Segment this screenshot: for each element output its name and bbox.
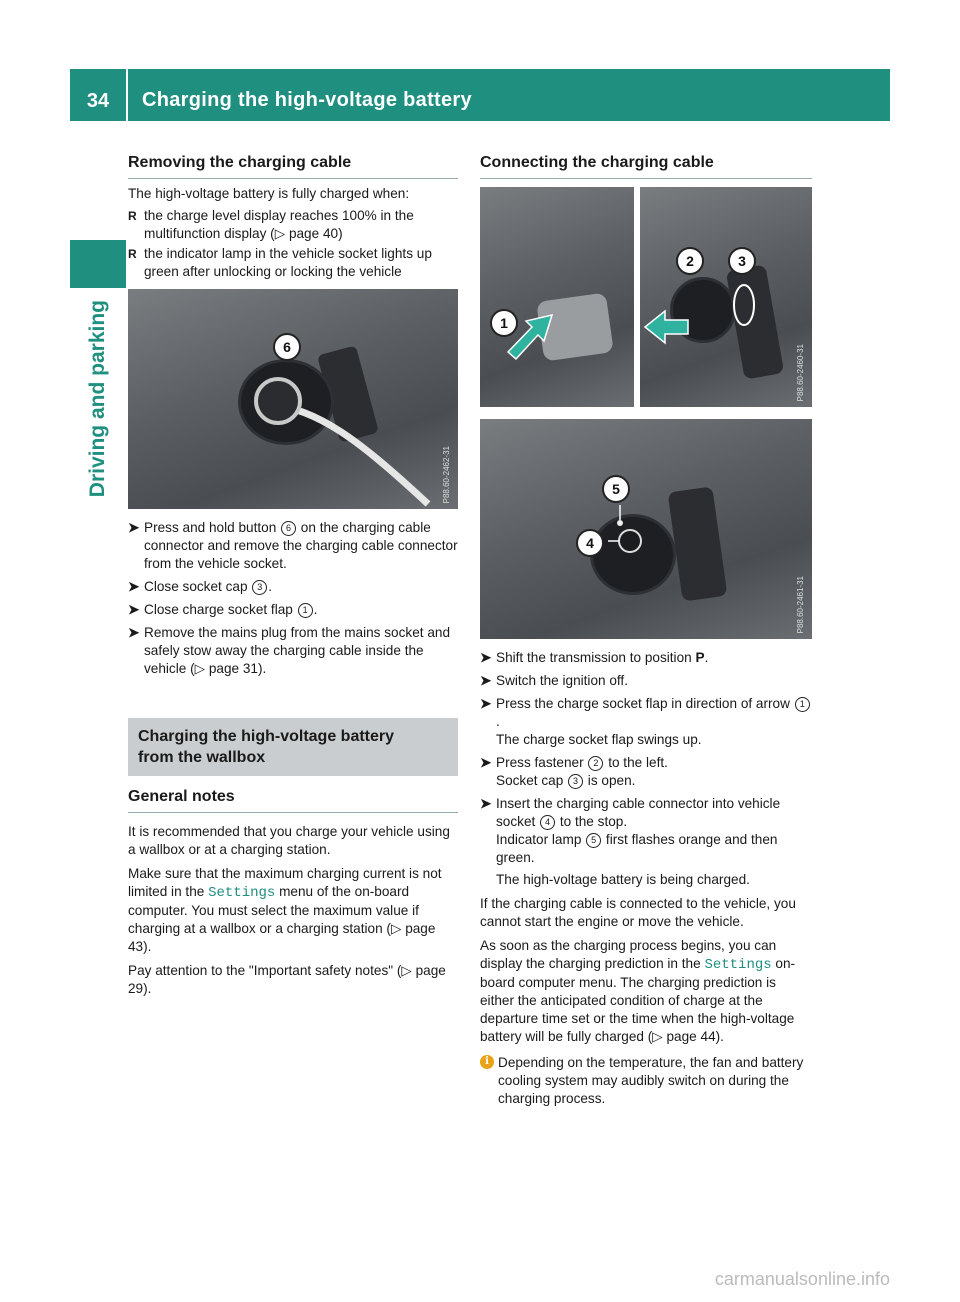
page-number: 34 [86,90,110,112]
arrow-icon: ➤ [480,755,492,770]
callout-ref: 4 [540,815,555,830]
arrow-icon: ➤ [480,650,492,665]
list-item: ➤ Close charge socket flap 1 . [128,602,318,617]
callout-ref: 1 [298,603,313,618]
list-item: ➤ Remove the mains plug from the mains socket and safely stow away the charging cable inside the vehicle (▷ page 31). [128,625,451,676]
arrow-icon: ➤ [128,520,140,535]
list-item: ➤ Shift the transmission to position P. [480,650,709,665]
general-notes-title: General notes [128,784,458,813]
list-item: ➤ Switch the ignition off. [480,673,628,688]
arrow-2-icon [640,187,812,407]
photo-code: P88.60-2461-31 [796,575,805,633]
section-title-connecting: Connecting the charging cable [480,150,812,179]
arrow-1-icon [480,187,634,407]
list-item: R the indicator lamp in the vehicle socket lights up green after unlocking or locking the vehicle [128,245,458,281]
socket-icon [480,419,812,639]
steps-list [128,519,458,678]
paragraph: It is recommended that you charge your vehicle using a wallbox or at a charging station. [128,824,450,857]
left-column [128,150,458,998]
arrow-icon: ➤ [128,579,140,594]
bullet-list [128,207,458,281]
settings-menu-ref: Settings [704,957,772,973]
callout-ref: 6 [281,521,296,536]
side-tab-label: Driving and parking [86,300,109,498]
arrow-icon: ➤ [128,625,140,640]
list-item: ➤ Close socket cap 3 . [128,579,273,594]
arrow-icon: ➤ [480,796,492,811]
callout-ref: 3 [252,580,267,595]
arrow-icon: ➤ [128,602,140,617]
list-item: R the charge level display reaches 100% in the multifunction display (▷ page 40) [128,207,458,243]
photo-connecting-bottom [480,419,812,639]
photo-code: P88.60-2462-31 [442,445,451,503]
callout-6: 6 [273,333,301,361]
info-icon: i [480,1055,494,1069]
watermark: carmanualsonline.info [714,1269,890,1289]
callout-2: 2 [676,247,704,275]
photo-connecting-top [480,187,812,407]
callout-ref: 5 [586,833,601,848]
photo-removing-cable [128,289,458,509]
callout-ref: 3 [568,774,583,789]
list-item: ➤ Press the charge socket flap in direction of arrow 1. The charge socket flap swings up. [480,695,812,749]
paragraph: If the charging cable is connected to the vehicle, you cannot start the engine or move the vehicle. [480,896,796,929]
side-tab-marker [70,240,126,288]
box-title-line2: from the wallbox [138,749,266,766]
arrow-icon: ➤ [480,696,492,711]
paragraph: Pay attention to the "Important safety notes" (▷ page 29). [128,963,446,996]
callout-ref: 2 [588,756,603,771]
paragraph: As soon as the charging process begins, you can display the charging prediction in the Settings on-board computer menu. The charging prediction is either the anticipated condition of charge at the departure time set or the time when the high-voltage battery will be fully charged (▷ page 44). [480,938,796,1044]
callout-ref: 1 [795,697,810,712]
settings-menu-ref: Settings [208,885,276,901]
list-item: ➤ Insert the charging cable connector into vehicle socket 4 to the stop. Indicator lamp 5 first flashes orange and then green. The high-voltage battery is being charged. [480,796,781,887]
photo-code: P88.60-2460-31 [796,343,805,401]
page-title: Charging the high-voltage battery [142,89,472,111]
callout-3: 3 [728,247,756,275]
paragraph: Make sure that the maximum charging current is not limited in the Settings menu of the on-board computer. You must select the maximum value if charging at a wallbox or a charging station (▷ page 43). [128,866,442,954]
callout-4: 4 [576,529,604,557]
right-column [480,150,812,1108]
callout-1: 1 [490,309,518,337]
list-item: ➤ Press fastener 2 to the left. Socket cap 3 is open. [480,755,668,788]
section-title-removing: Removing the charging cable [128,150,458,179]
header-divider [126,69,128,121]
steps-list [480,649,812,889]
section-box [128,718,458,776]
list-item: ➤ Press and hold button 6 on the charging cable connector and remove the charging cable connector from the vehicle socket. [128,520,458,571]
info-note: i Depending on the temperature, the fan and battery cooling system may audibly switch on during the charging process. [480,1054,812,1108]
intro-text: The high-voltage battery is fully charged when: [128,186,410,201]
charging-cable-icon [128,289,458,509]
box-title-line1: Charging the high-voltage battery [138,728,395,745]
callout-5: 5 [602,475,630,503]
arrow-icon: ➤ [480,673,492,688]
